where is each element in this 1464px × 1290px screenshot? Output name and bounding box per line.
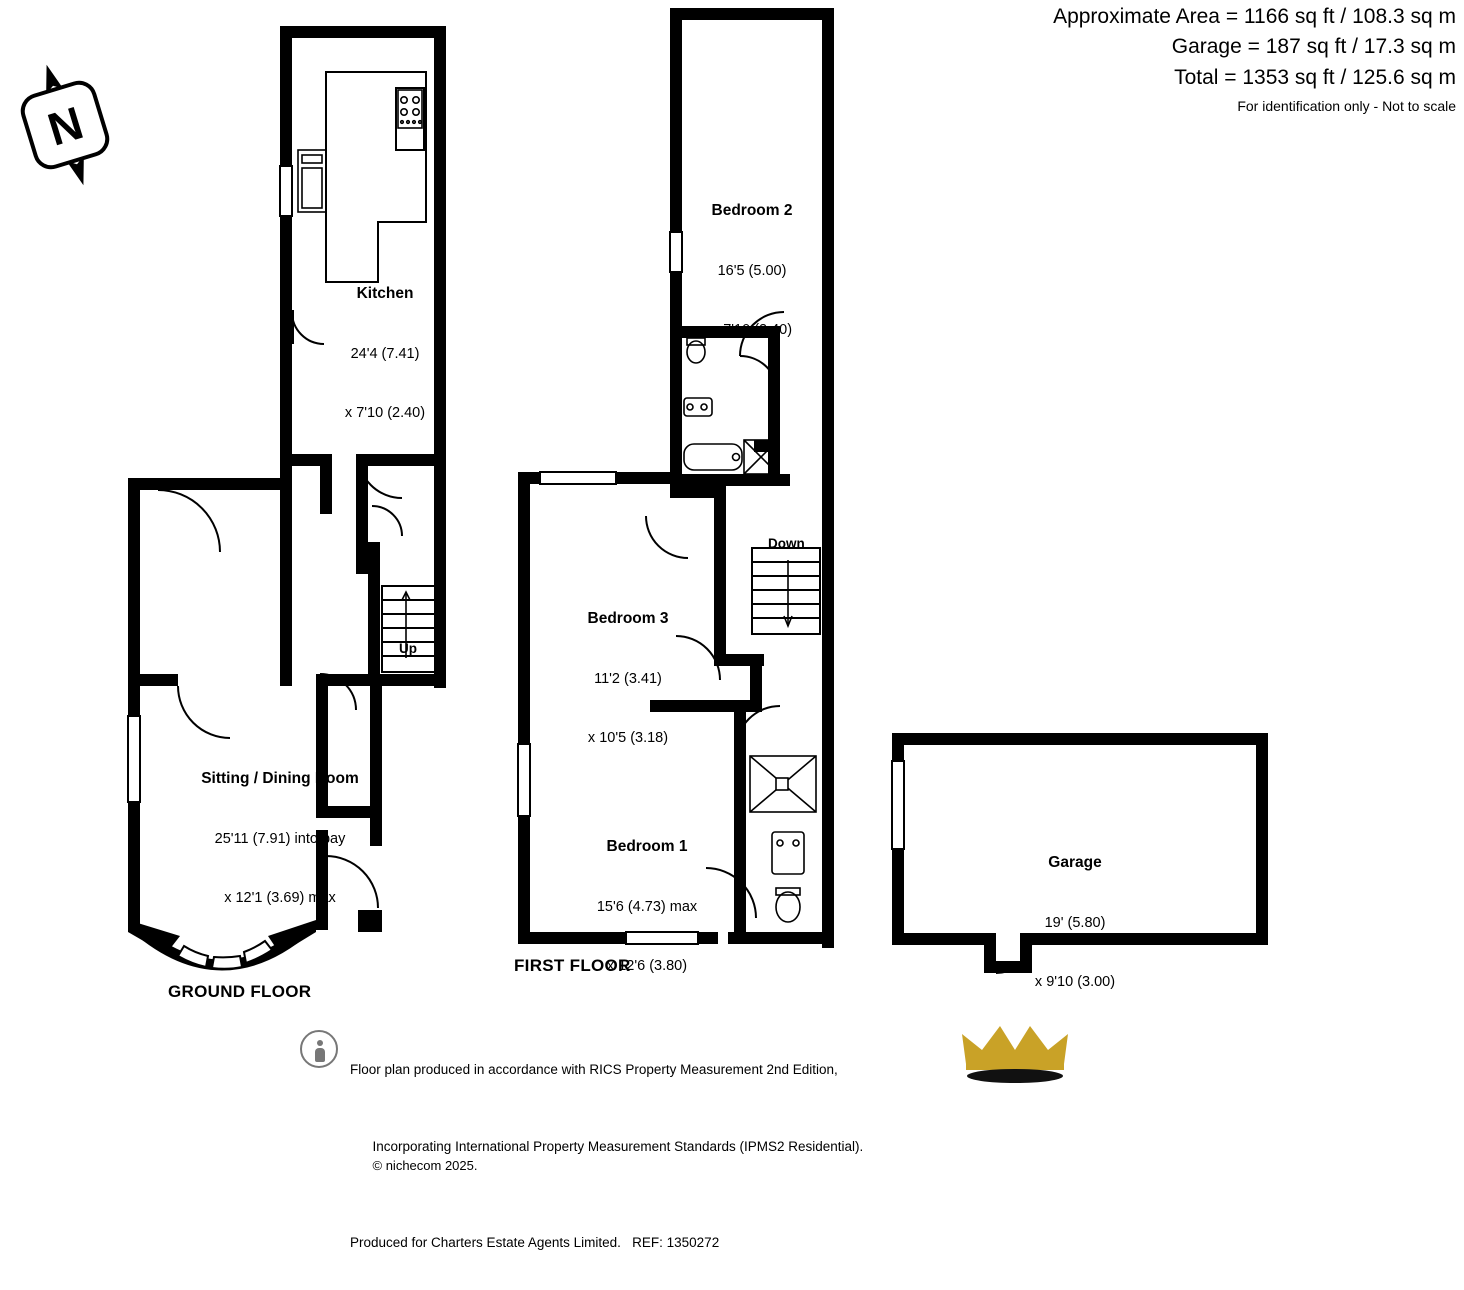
footer-line1: Floor plan produced in accordance with RICS Property Measurement 2nd Edition,: [350, 1062, 838, 1078]
room-label-bedroom3: [518, 568, 738, 789]
room-label-bedroom2: [652, 160, 852, 381]
disclaimer-note: For identification only - Not to scale: [1237, 98, 1456, 115]
bedroom2-dim2: x 7'10 (2.40): [711, 322, 793, 339]
window: [540, 472, 616, 484]
accessibility-icon: [300, 1030, 338, 1068]
garage-dim2: x 9'10 (3.00): [1034, 974, 1116, 991]
sitting-name: Sitting / Dining Room: [201, 769, 359, 787]
appliance-icon: [298, 150, 326, 212]
garage-dim1: 19' (5.80): [1044, 914, 1106, 931]
stairs-up-label: Up: [399, 641, 417, 656]
sitting-dim1: 25'11 (7.91) into bay: [214, 830, 346, 847]
area-summary: [1053, 2, 1456, 114]
stairs-down-label: Down: [768, 536, 805, 551]
bedroom3-dim2: x 10'5 (3.18): [587, 730, 669, 747]
room-label-kitchen: [290, 243, 480, 464]
kitchen-dim1: 24'4 (7.41): [350, 345, 420, 362]
footer-copyright: © nichecom 2025.: [372, 1158, 478, 1174]
ground-floor-title: GROUND FLOOR: [168, 982, 312, 1001]
bedroom1-dim2: x 12'6 (3.80): [606, 958, 688, 975]
garage-name: Garage: [1048, 853, 1102, 871]
kitchen-name: Kitchen: [356, 284, 414, 302]
kitchen-dim2: x 7'10 (2.40): [344, 405, 426, 422]
approx-area-line: Approximate Area = 1166 sq ft / 108.3 sq m: [1053, 5, 1456, 28]
compass-north-label: N: [41, 96, 89, 156]
window: [128, 716, 140, 802]
total-area-line: Total = 1353 sq ft / 125.6 sq m: [1174, 65, 1456, 89]
garage-area-line: Garage = 187 sq ft / 17.3 sq m: [1171, 35, 1456, 59]
hob-icon: [398, 90, 422, 128]
window: [280, 166, 292, 216]
bedroom3-name: Bedroom 3: [587, 609, 669, 627]
compass-rose: [10, 60, 110, 180]
footer-text: [350, 1022, 863, 1290]
bedroom1-dim1: 15'6 (4.73) max: [596, 898, 698, 915]
room-label-bedroom1: [532, 796, 762, 1017]
first-floor-title: FIRST FLOOR: [514, 956, 631, 975]
bedroom3-dim1: 11'2 (3.41): [594, 670, 662, 687]
footer-line3: Produced for Charters Estate Agents Limited. REF: 1350272: [350, 1235, 720, 1251]
bedroom2-dim1: 16'5 (5.00): [717, 262, 787, 279]
footer-line2-wrap: [350, 1118, 863, 1195]
room-label-garage: [985, 812, 1165, 1033]
crown-logo: [960, 1020, 1070, 1078]
room-label-sitting-dining: [150, 728, 410, 949]
footer-line2: Incorporating International Property Measurement Standards (IPMS2 Residential).: [372, 1138, 864, 1154]
window: [892, 761, 904, 849]
bedroom2-name: Bedroom 2: [711, 201, 793, 219]
bedroom1-name: Bedroom 1: [606, 837, 688, 855]
sitting-dim2: x 12'1 (3.69) max: [224, 890, 336, 907]
